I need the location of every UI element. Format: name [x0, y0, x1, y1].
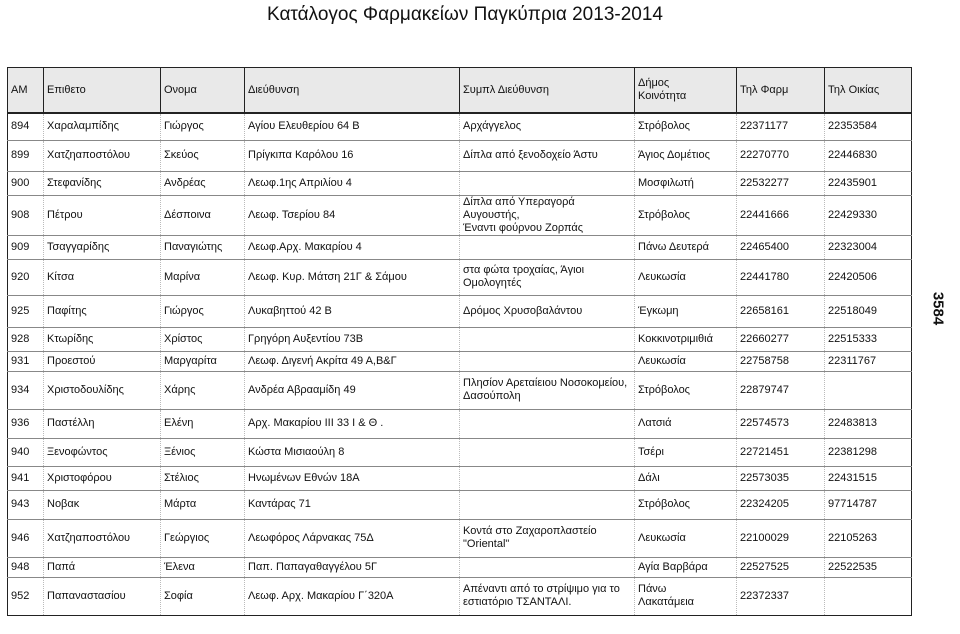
cell-am: 948 [8, 557, 44, 577]
cell-pharmacy-phone: 22879747 [737, 371, 825, 409]
cell-first-name: Γιώργος [161, 113, 245, 140]
cell-municipality: Έγκωμη [635, 295, 737, 327]
table-row [8, 140, 912, 171]
cell-address: Λεωφ.1ης Απριλίου 4 [245, 171, 460, 195]
cell-pharmacy-phone: 22658161 [737, 295, 825, 327]
table-row [8, 113, 912, 140]
cell-home-phone: 22515333 [825, 327, 912, 351]
cell-home-phone: 22353584 [825, 113, 912, 140]
cell-home-phone: 22522535 [825, 557, 912, 577]
cell-surname: Τσαγγαρίδης [44, 235, 161, 259]
cell-am: 936 [8, 409, 44, 438]
cell-am: 925 [8, 295, 44, 327]
cell-home-phone: 22435901 [825, 171, 912, 195]
cell-first-name: Γεώργιος [161, 519, 245, 557]
cell-address: Λεωφ. Αρχ. Μακαρίου Γ΄320Α [245, 577, 460, 615]
header-pharmacy-phone: Τηλ Φαρμ [737, 68, 825, 114]
table-row [8, 295, 912, 327]
cell-address: Αγίου Ελευθερίου 64 Β [245, 113, 460, 140]
cell-municipality: Στρόβολος [635, 195, 737, 235]
header-first-name: Ονομα [161, 68, 245, 114]
cell-home-phone: 22311767 [825, 351, 912, 371]
cell-first-name: Χρίστος [161, 327, 245, 351]
cell-home-phone: 22446830 [825, 140, 912, 171]
cell-address: Ηνωμένων Εθνών 18Α [245, 466, 460, 490]
cell-am: 900 [8, 171, 44, 195]
cell-first-name: Έλενα [161, 557, 245, 577]
cell-surname: Στεφανίδης [44, 171, 161, 195]
table-row [8, 371, 912, 409]
cell-extra-address: Δρόμος Χρυσοβαλάντου [460, 295, 635, 327]
document-title: Κατάλογος Φαρμακείων Παγκύπρια 2013-2014 [267, 4, 663, 25]
header-municipality: Δήμος Κοινότητα [635, 68, 737, 114]
cell-address: Λεωφ. Τσερίου 84 [245, 195, 460, 235]
cell-address: Κώστα Μισιαούλη 8 [245, 438, 460, 466]
cell-surname: Χαραλαμπίδης [44, 113, 161, 140]
header-address: Διεύθυνση [245, 68, 460, 114]
cell-surname: Χατζηαποστόλου [44, 140, 161, 171]
cell-municipality: Πάνω Λακατάμεια [635, 577, 737, 615]
cell-surname: Κίτσα [44, 259, 161, 295]
cell-home-phone: 97714787 [825, 490, 912, 519]
cell-extra-address: Πλησίον Αρεταίειου Νοσοκομείου, Δασούπολη [460, 371, 635, 409]
cell-extra-address: Κοντά στο Ζαχαροπλαστείο "Oriental" [460, 519, 635, 557]
cell-first-name: Μαργαρίτα [161, 351, 245, 371]
cell-am: 909 [8, 235, 44, 259]
cell-first-name: Παναγιώτης [161, 235, 245, 259]
cell-am: 946 [8, 519, 44, 557]
cell-am: 899 [8, 140, 44, 171]
cell-am: 952 [8, 577, 44, 615]
table-row [8, 259, 912, 295]
table-row [8, 235, 912, 259]
cell-municipality: Λατσιά [635, 409, 737, 438]
cell-address: Παπ. Παπαγαθαγγέλου 5Γ [245, 557, 460, 577]
cell-municipality: Άγιος Δομέτιος [635, 140, 737, 171]
cell-municipality: Τσέρι [635, 438, 737, 466]
cell-pharmacy-phone: 22100029 [737, 519, 825, 557]
cell-address: Αρχ. Μακαρίου ΙΙΙ 33 Ι & Θ . [245, 409, 460, 438]
cell-am: 928 [8, 327, 44, 351]
cell-extra-address [460, 466, 635, 490]
cell-municipality: Πάνω Δευτερά [635, 235, 737, 259]
cell-first-name: Ελένη [161, 409, 245, 438]
cell-surname: Χριστοδουλίδης [44, 371, 161, 409]
cell-surname: Κτωρίδης [44, 327, 161, 351]
cell-first-name: Ξένιος [161, 438, 245, 466]
cell-extra-address [460, 557, 635, 577]
cell-first-name: Ανδρέας [161, 171, 245, 195]
cell-extra-address [460, 490, 635, 519]
pharmacy-table [7, 67, 912, 616]
cell-surname: Παφίτης [44, 295, 161, 327]
cell-surname: Παπαναστασίου [44, 577, 161, 615]
cell-am: 931 [8, 351, 44, 371]
cell-municipality: Στρόβολος [635, 113, 737, 140]
cell-municipality: Κοκκινοτριμιθιά [635, 327, 737, 351]
cell-surname: Παστέλλη [44, 409, 161, 438]
table-row [8, 171, 912, 195]
table-row [8, 409, 912, 438]
cell-extra-address [460, 351, 635, 371]
cell-home-phone: 22381298 [825, 438, 912, 466]
cell-am: 940 [8, 438, 44, 466]
cell-extra-address: Απέναντι από το στρίψιμο για το εστιατόριο ΤΣΑΝΤΑΛΙ. [460, 577, 635, 615]
table-row [8, 557, 912, 577]
cell-pharmacy-phone: 22527525 [737, 557, 825, 577]
cell-first-name: Γιώργος [161, 295, 245, 327]
cell-address: Γρηγόρη Αυξεντίου 73Β [245, 327, 460, 351]
cell-municipality: Δάλι [635, 466, 737, 490]
cell-surname: Παπά [44, 557, 161, 577]
cell-home-phone: 22105263 [825, 519, 912, 557]
cell-extra-address: Δίπλα από ξενοδοχείο Άστυ [460, 140, 635, 171]
cell-home-phone: 22518049 [825, 295, 912, 327]
cell-municipality: Λευκωσία [635, 351, 737, 371]
cell-pharmacy-phone: 22721451 [737, 438, 825, 466]
cell-municipality: Μοσφιλωτή [635, 171, 737, 195]
cell-address: Καντάρας 71 [245, 490, 460, 519]
cell-home-phone [825, 371, 912, 409]
cell-address: Λεωφόρος Λάρνακας 75Δ [245, 519, 460, 557]
table-row [8, 577, 912, 615]
table-row [8, 327, 912, 351]
cell-pharmacy-phone: 22574573 [737, 409, 825, 438]
header-home-phone: Τηλ Οικίας [825, 68, 912, 114]
table-body [8, 113, 912, 615]
cell-am: 894 [8, 113, 44, 140]
cell-first-name: Δέσποινα [161, 195, 245, 235]
cell-municipality: Στρόβολος [635, 371, 737, 409]
cell-first-name: Μάρτα [161, 490, 245, 519]
cell-first-name: Στέλιος [161, 466, 245, 490]
cell-address: Λεωφ.Αρχ. Μακαρίου 4 [245, 235, 460, 259]
header-surname: Επιθετο [44, 68, 161, 114]
cell-municipality: Λευκωσία [635, 519, 737, 557]
cell-address: Λεωφ. Κυρ. Μάτση 21Γ & Σάμου [245, 259, 460, 295]
cell-municipality: Στρόβολος [635, 490, 737, 519]
cell-home-phone: 22420506 [825, 259, 912, 295]
cell-pharmacy-phone: 22660277 [737, 327, 825, 351]
cell-address: Πρίγκιπα Καρόλου 16 [245, 140, 460, 171]
table-row [8, 466, 912, 490]
cell-extra-address [460, 327, 635, 351]
table-row [8, 490, 912, 519]
cell-extra-address: Αρχάγγελος [460, 113, 635, 140]
cell-extra-address [460, 171, 635, 195]
cell-first-name: Σοφία [161, 577, 245, 615]
cell-pharmacy-phone: 22758758 [737, 351, 825, 371]
cell-pharmacy-phone: 22573035 [737, 466, 825, 490]
cell-extra-address [460, 438, 635, 466]
cell-home-phone [825, 577, 912, 615]
cell-pharmacy-phone: 22441666 [737, 195, 825, 235]
cell-pharmacy-phone: 22372337 [737, 577, 825, 615]
cell-home-phone: 22323004 [825, 235, 912, 259]
header-am: ΑΜ [8, 68, 44, 114]
cell-address: Ανδρέα Αβρααμίδη 49 [245, 371, 460, 409]
cell-pharmacy-phone: 22465400 [737, 235, 825, 259]
cell-extra-address: Δίπλα από Υπεραγορά Αυγουστής, Έναντι φούρνου Ζορπάς [460, 195, 635, 235]
cell-home-phone: 22483813 [825, 409, 912, 438]
cell-pharmacy-phone: 22532277 [737, 171, 825, 195]
cell-am: 941 [8, 466, 44, 490]
cell-surname: Χριστοφόρου [44, 466, 161, 490]
cell-surname: Πέτρου [44, 195, 161, 235]
cell-address: Λεωφ. Διγενή Ακρίτα 49 Α,Β&Γ [245, 351, 460, 371]
cell-pharmacy-phone: 22270770 [737, 140, 825, 171]
table-row [8, 351, 912, 371]
cell-first-name: Σκεύος [161, 140, 245, 171]
cell-extra-address: στα φώτα τροχαίας, Άγιοι Ομολογητές [460, 259, 635, 295]
table-row [8, 195, 912, 235]
page-number: 3584 [929, 291, 947, 326]
cell-am: 943 [8, 490, 44, 519]
cell-address: Λυκαβηττού 42 Β [245, 295, 460, 327]
cell-municipality: Αγία Βαρβάρα [635, 557, 737, 577]
cell-surname: Χατζηαποστόλου [44, 519, 161, 557]
header-extra-address: Συμπλ Διεύθυνση [460, 68, 635, 114]
cell-am: 934 [8, 371, 44, 409]
cell-extra-address [460, 235, 635, 259]
cell-first-name: Χάρης [161, 371, 245, 409]
cell-home-phone: 22429330 [825, 195, 912, 235]
cell-surname: Προεστού [44, 351, 161, 371]
cell-pharmacy-phone: 22441780 [737, 259, 825, 295]
table-row [8, 438, 912, 466]
cell-home-phone: 22431515 [825, 466, 912, 490]
cell-surname: Νοβακ [44, 490, 161, 519]
cell-am: 920 [8, 259, 44, 295]
header-row [8, 68, 912, 114]
cell-first-name: Μαρίνα [161, 259, 245, 295]
cell-pharmacy-phone: 22371177 [737, 113, 825, 140]
cell-municipality: Λευκωσία [635, 259, 737, 295]
cell-pharmacy-phone: 22324205 [737, 490, 825, 519]
cell-extra-address [460, 409, 635, 438]
table-row [8, 519, 912, 557]
cell-surname: Ξενοφώντος [44, 438, 161, 466]
cell-am: 908 [8, 195, 44, 235]
